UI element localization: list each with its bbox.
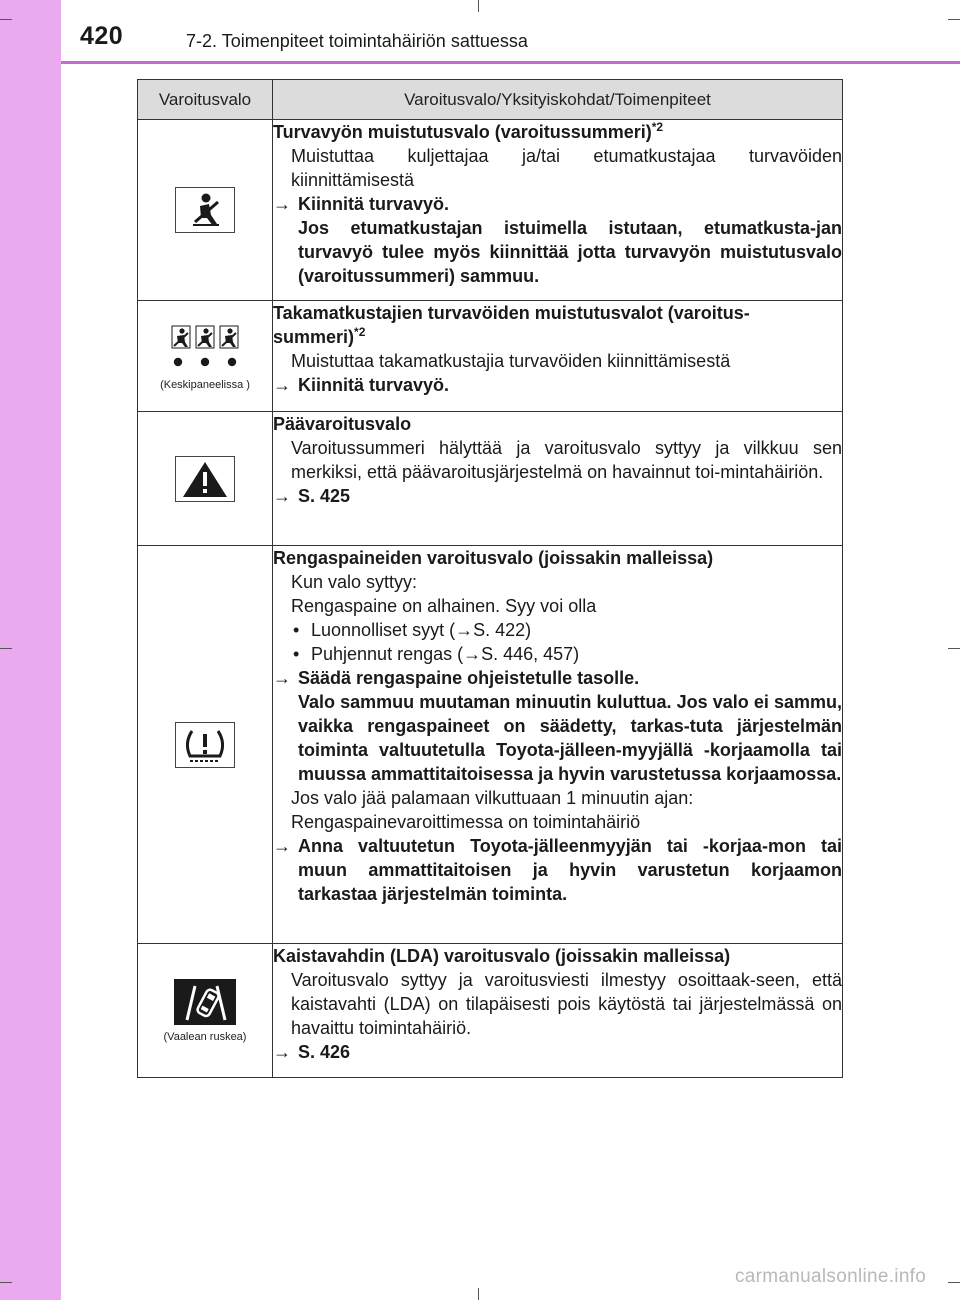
- item-title: Rengaspaineiden varoitusvalo (joissakin malleissa): [273, 548, 714, 568]
- crop-mark: [478, 1288, 479, 1300]
- icon-cell: [138, 546, 273, 944]
- item-description: Rengaspainevaroittimessa on toimintahäiriö: [291, 812, 641, 832]
- details-cell: [273, 301, 843, 412]
- action-instruction: Säädä rengaspaine ohjeistetulle tasolle.: [298, 668, 640, 688]
- arrow-icon: →: [273, 194, 291, 214]
- warning-light-table: [137, 79, 843, 1078]
- page-number: 420: [80, 22, 124, 50]
- crop-mark: [478, 0, 479, 12]
- page-reference: S. 422): [473, 620, 532, 640]
- item-description: Varoitussummeri hälyttää ja varoitusvalo syttyy ja vilkkuu sen merkiksi, että päävaroitusjärjestelmä on havainnut toi-mintahäiriön.: [291, 438, 842, 482]
- item-description: Rengaspaine on alhainen. Syy voi olla: [291, 596, 597, 616]
- column-header-details: Varoitusvalo/Yksityiskohdat/Toimenpiteet: [273, 80, 843, 120]
- icon-cell: [138, 944, 273, 1078]
- page-reference: S. 446, 457): [481, 644, 580, 664]
- footnote-ref: *2: [354, 325, 366, 339]
- bullet-text: Luonnolliset syyt (: [311, 620, 456, 640]
- details-cell: [273, 944, 843, 1078]
- lane-departure-alert-icon: [174, 979, 236, 1025]
- item-title: Takamatkustajien turvavöiden muistutusvalot (varoitus-summeri): [273, 303, 750, 347]
- seatbelt-reminder-icon: [175, 187, 235, 233]
- chapter-title: 7-2. Toimenpiteet toimintahäiriön sattuessa: [186, 31, 528, 51]
- list-item: [273, 618, 842, 642]
- tire-pressure-warning-icon: [175, 722, 235, 768]
- footnote-ref: *2: [651, 120, 664, 134]
- bullet-icon: •: [293, 644, 300, 664]
- item-description: Kun valo syttyy:: [291, 572, 418, 592]
- rear-seatbelt-reminder-icon: [170, 322, 240, 373]
- icon-caption: (Keskipaneelissa ): [160, 378, 250, 391]
- table-row: [138, 546, 843, 944]
- item-title: Turvavyön muistutusvalo (varoitussummeri): [273, 122, 652, 142]
- icon-caption: (Vaalean ruskea): [163, 1030, 247, 1043]
- table-row: [138, 412, 843, 546]
- arrow-icon: →: [455, 620, 474, 640]
- action-instruction: Anna valtuutetun Toyota-jälleenmyyjän tai -korjaa-mon tai muun ammattitaitoisen ja hyvin varustetun korjaamon tarkastaa järjestelmän toiminta.: [298, 836, 842, 904]
- side-tab-band: [0, 0, 61, 1300]
- arrow-icon: →: [273, 375, 291, 395]
- crop-mark: [0, 1282, 12, 1283]
- action-detail: Jos etumatkustajan istuimella istutaan, etumatkusta-jan turvavyö tulee myös kiinnittää jotta turvavyön muistutusvalo (varoitussummeri) sammuu.: [298, 218, 842, 286]
- table-row: [138, 120, 843, 301]
- item-description: Varoitusvalo syttyy ja varoitusviesti ilmestyy osoittaak-seen, että kaistavahti (LDA) on tilapäisesti pois käytöstä tai järjestelmässä on havaittu toimintahäiriö.: [291, 970, 842, 1038]
- header-rule: [61, 61, 960, 64]
- arrow-icon: →: [273, 486, 291, 506]
- crop-mark: [948, 19, 960, 20]
- icon-cell: [138, 412, 273, 546]
- item-description: Muistuttaa takamatkustajia turvavöiden kiinnittämisestä: [291, 351, 731, 371]
- crop-mark: [948, 1282, 960, 1283]
- page-reference: S. 426: [298, 1042, 351, 1062]
- details-cell: [273, 412, 843, 546]
- arrow-icon: →: [273, 836, 291, 856]
- bullet-text: Puhjennut rengas (: [311, 644, 464, 664]
- table-header-row: [138, 80, 843, 120]
- action-instruction: Kiinnitä turvavyö.: [298, 375, 450, 395]
- bullet-icon: •: [293, 620, 300, 640]
- table-row: [138, 301, 843, 412]
- crop-mark: [0, 648, 12, 649]
- details-cell: [273, 546, 843, 944]
- item-description: Jos valo jää palamaan vilkuttuaan 1 minuutin ajan:: [291, 788, 694, 808]
- page-reference: S. 425: [298, 486, 351, 506]
- crop-mark: [948, 648, 960, 649]
- action-detail: Valo sammuu muutaman minuutin kuluttua. Jos valo ei sammu, vaikka rengaspaineet on säädetty, tarkas-tuta järjestelmän toiminta valtuutetulla Toyota-jälleen-myyjällä -korjaamolla tai muussa ammattitaitoisessa ja hyvin varustetussa korjaamossa.: [298, 692, 842, 784]
- arrow-icon: →: [463, 644, 482, 664]
- list-item: [273, 642, 842, 666]
- arrow-icon: →: [273, 1042, 291, 1062]
- item-description: Muistuttaa kuljettajaa ja/tai etumatkustajaa turvavöiden kiinnittämisestä: [291, 146, 842, 190]
- icon-cell: [138, 120, 273, 301]
- item-title: Päävaroitusvalo: [273, 414, 412, 434]
- column-header-warning-light: Varoitusvalo: [138, 80, 273, 120]
- table-row: [138, 944, 843, 1078]
- icon-cell: [138, 301, 273, 412]
- watermark: carmanualsonline.info: [735, 1266, 927, 1287]
- crop-mark: [0, 19, 12, 20]
- action-instruction: Kiinnitä turvavyö.: [298, 194, 450, 214]
- item-title: Kaistavahdin (LDA) varoitusvalo (joissakin malleissa): [273, 946, 731, 966]
- arrow-icon: →: [273, 668, 291, 688]
- details-cell: [273, 120, 843, 301]
- master-warning-icon: [175, 456, 235, 502]
